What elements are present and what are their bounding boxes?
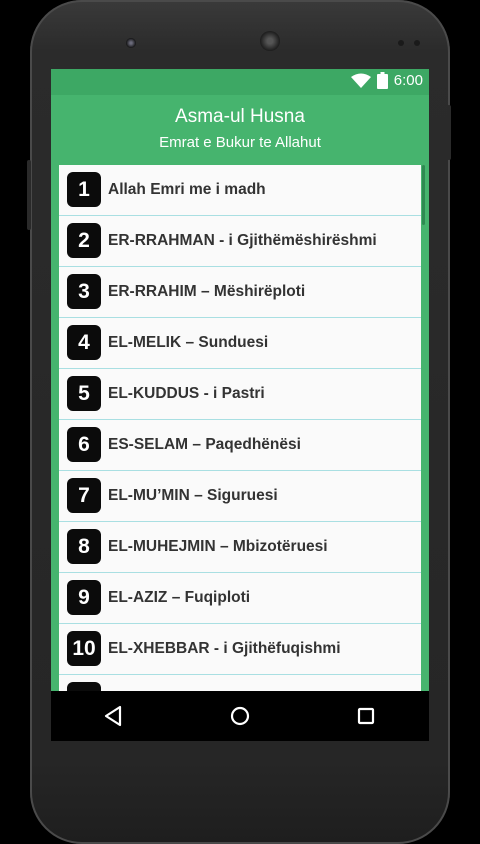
app-title: Asma-ul Husna — [175, 106, 305, 127]
sensor — [398, 40, 404, 46]
navigation-bar — [51, 691, 429, 741]
name-label: ES-SELAM – Paqedhënësi — [108, 436, 301, 453]
number-badge: 3 — [67, 274, 101, 309]
wifi-icon — [351, 73, 371, 89]
list-item[interactable] — [59, 522, 421, 573]
list-item[interactable] — [59, 420, 421, 471]
list-item[interactable] — [59, 369, 421, 420]
front-camera — [126, 38, 136, 48]
device-screen — [51, 69, 429, 741]
name-label: EL-AZIZ – Fuqiploti — [108, 589, 251, 606]
name-label: ER-RRAHMAN - i Gjithëmëshirëshmi — [108, 232, 377, 249]
scrollbar[interactable] — [422, 165, 425, 225]
number-badge: 10 — [67, 631, 101, 666]
name-label: EL-KUDDUS - i Pastri — [108, 385, 265, 402]
name-label: EL-MU’MIN – Siguruesi — [108, 487, 278, 504]
home-icon[interactable] — [227, 703, 253, 729]
volume-button — [447, 105, 451, 160]
battery-icon — [377, 72, 388, 89]
list-item[interactable] — [59, 573, 421, 624]
name-label: ER-RRAHIM – Mëshirëploti — [108, 283, 306, 300]
sensor — [414, 40, 420, 46]
list-item[interactable] — [59, 267, 421, 318]
list-item[interactable] — [59, 165, 421, 216]
name-label: Allah Emri me i madh — [108, 181, 266, 198]
app-bar — [51, 95, 429, 159]
status-bar — [51, 69, 429, 95]
power-button — [27, 160, 31, 230]
number-badge: 5 — [67, 376, 101, 411]
names-list[interactable] — [59, 165, 421, 691]
recents-icon[interactable] — [353, 703, 379, 729]
number-badge: 7 — [67, 478, 101, 513]
earpiece-speaker — [260, 31, 280, 51]
list-item[interactable] — [59, 471, 421, 522]
app-subtitle: Emrat e Bukur te Allahut — [159, 134, 321, 151]
number-badge: 6 — [67, 427, 101, 462]
back-icon[interactable] — [101, 703, 127, 729]
number-badge: 4 — [67, 325, 101, 360]
list-item[interactable] — [59, 675, 421, 691]
number-badge: 8 — [67, 529, 101, 564]
status-time: 6:00 — [393, 72, 423, 89]
name-label: EL-MUHEJMIN – Mbizotëruesi — [108, 538, 328, 555]
list-item[interactable] — [59, 624, 421, 675]
number-badge: 9 — [67, 580, 101, 615]
number-badge: 1 — [67, 172, 101, 207]
name-label: EL-XHEBBAR - i Gjithëfuqishmi — [108, 640, 341, 657]
name-label: EL-MELIK – Sunduesi — [108, 334, 269, 351]
number-badge: 2 — [67, 223, 101, 258]
number-badge — [67, 682, 101, 691]
list-item[interactable] — [59, 318, 421, 369]
list-item[interactable] — [59, 216, 421, 267]
